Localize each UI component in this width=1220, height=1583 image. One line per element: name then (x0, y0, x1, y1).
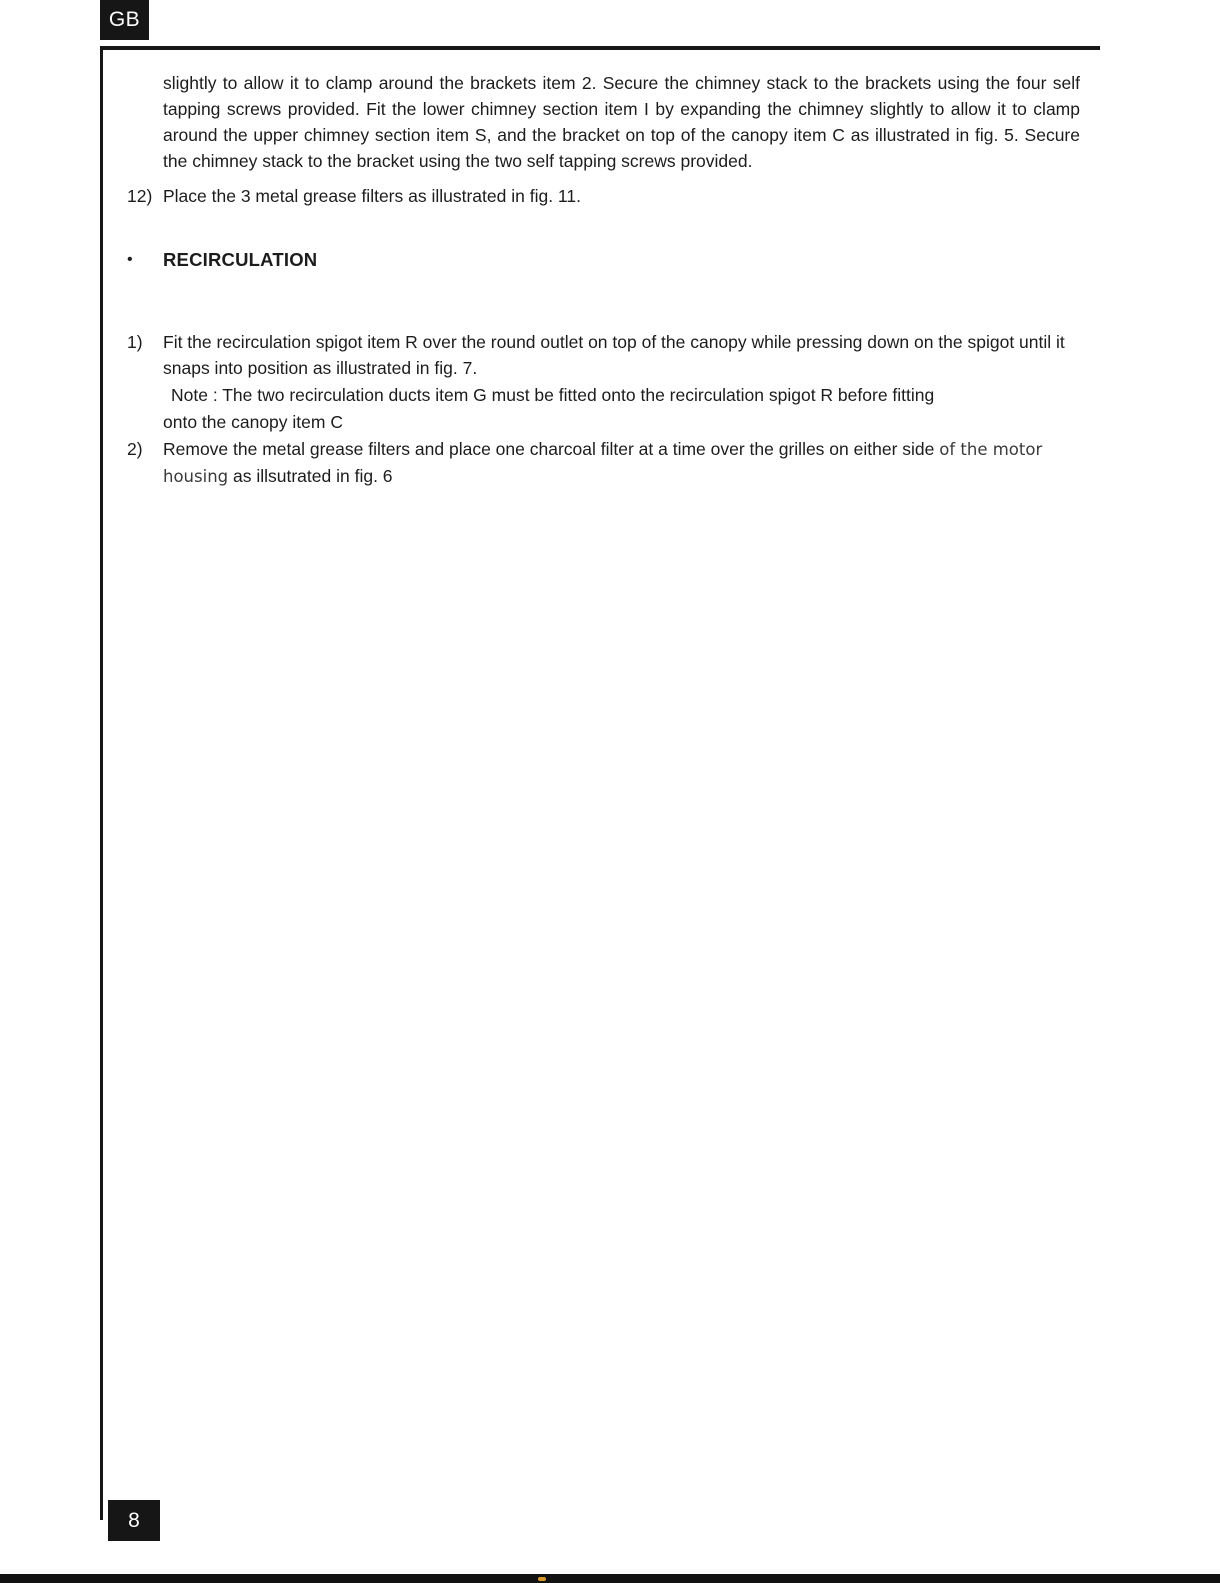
list-item-1-text: Fit the recirculation spigot item R over the round outlet on top of the canopy while pressing down on the spigot until it snaps into position as illustrated in fig. 7. (163, 332, 1065, 378)
page-number-badge (108, 1500, 160, 1541)
language-badge (100, 0, 149, 40)
bottom-bar-mark (538, 1577, 546, 1581)
list-item-1 (127, 329, 1080, 435)
top-border-rule (100, 46, 1100, 50)
list-item-1-number: 1) (127, 332, 143, 352)
recirculation-heading: RECIRCULATION (163, 249, 318, 270)
list-item-1-body (163, 329, 1080, 435)
recirculation-heading-row (127, 247, 1080, 273)
language-badge-label: GB (108, 8, 141, 31)
bottom-bar (0, 1574, 1220, 1583)
page-content (127, 70, 1080, 490)
list-item-12 (127, 183, 1080, 209)
paragraph-chimney-instructions: slightly to allow it to clamp around the brackets item 2. Secure the chimney stack to the brackets using the four self tapping screws provided. Fit the lower chimney section item I by expanding the chimney slightly to allow it to clamp around the upper chimney section item S, and the bracket on top of the canopy item C as illustrated in fig. 5. Secure the chimney stack to the bracket using the two self tapping screws provided. (163, 73, 1080, 171)
list-item-2-number: 2) (127, 439, 143, 459)
list-item-12-text: Place the 3 metal grease filters as illustrated in fig. 11. (163, 186, 581, 206)
bullet-icon: • (127, 251, 133, 268)
list-item-2-text-part3: as illsutrated in fig. 6 (233, 466, 393, 486)
list-item-12-number: 12) (127, 186, 153, 206)
list-item-2 (127, 436, 1080, 490)
list-item-2-text-part1: Remove the metal grease filters and place one charcoal filter at a time over the grilles on either side (163, 439, 935, 459)
list-item-1-note-line1: Note : The two recirculation ducts item G must be fitted onto the recirculation spigot R before fitting (171, 385, 935, 405)
left-border-rule (100, 46, 103, 1520)
list-item-2-text-part2: of the motor housing (163, 440, 1043, 486)
page-number-label: 8 (128, 1508, 140, 1532)
list-item-1-note-line2: onto the canopy item C (163, 412, 343, 432)
list-item-2-body (163, 436, 1080, 490)
